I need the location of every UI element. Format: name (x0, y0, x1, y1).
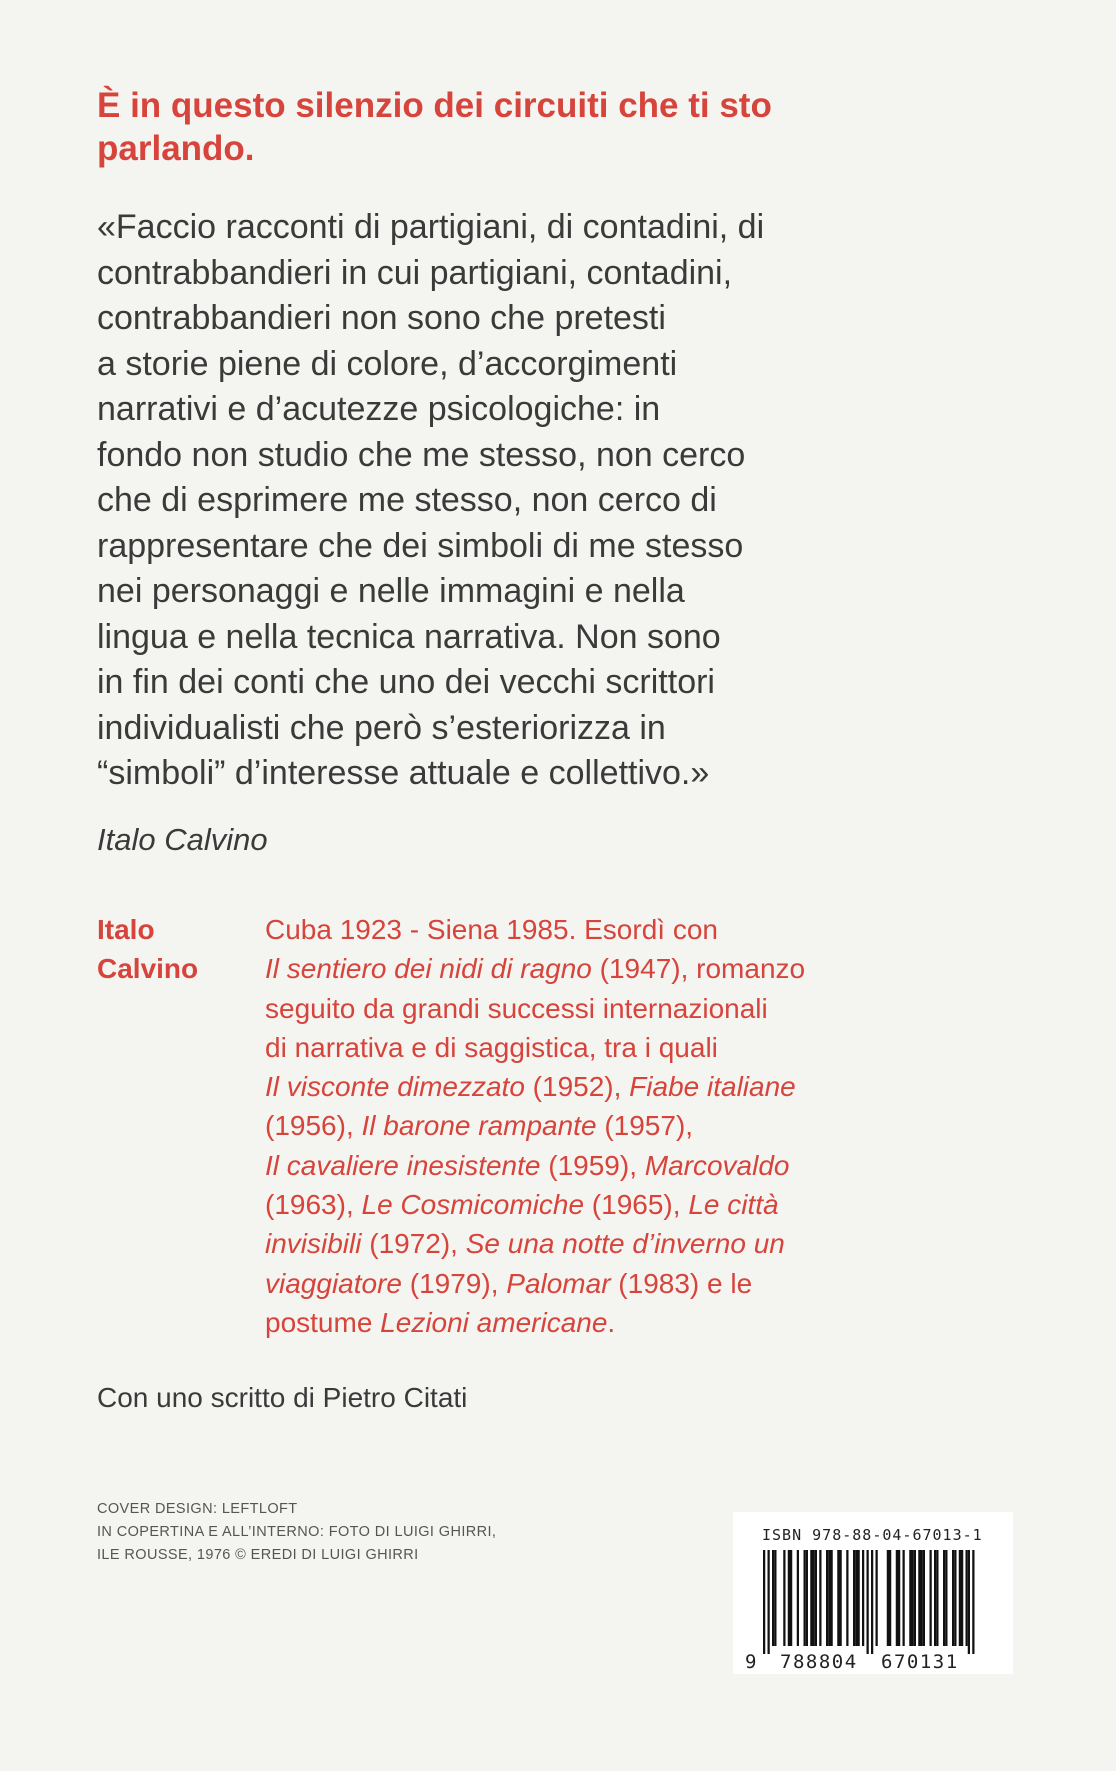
book-title: Se una notte d’inverno un (465, 1228, 785, 1260)
bio-text: di narrativa e di saggistica, tra i quali (265, 1031, 718, 1063)
barcode-bar (819, 1550, 821, 1646)
barcode-bar (862, 1550, 864, 1646)
bio-text: postume (265, 1306, 381, 1338)
bio-text: (1983) e le (610, 1267, 753, 1299)
author-last-name: Calvino (97, 953, 199, 984)
quote-block (97, 205, 1017, 797)
quote-line: lingua e nella tecnica narrativa. Non sono (97, 617, 721, 656)
bio-text: (1972), (361, 1228, 466, 1260)
barcode-bar (783, 1550, 785, 1646)
bio-line (265, 1067, 965, 1106)
barcode-bar (930, 1550, 932, 1646)
barcode-bar (815, 1550, 817, 1646)
barcode-bar (813, 1550, 815, 1646)
bio-line (265, 910, 965, 949)
book-title: Lezioni americane (380, 1306, 608, 1338)
barcode-digit-first: 9 (745, 1651, 757, 1670)
barcode-bar (837, 1550, 839, 1646)
barcode-bar (804, 1550, 806, 1646)
barcode-bar (853, 1550, 855, 1646)
quote-line: a storie piene di colore, d’accorgimenti (97, 344, 678, 383)
bio-line (265, 1146, 965, 1185)
barcode-bar (876, 1550, 878, 1646)
author-first-name: Italo (97, 914, 155, 945)
barcode-bar (909, 1550, 911, 1646)
quote-line: «Faccio racconti di partigiani, di contadini, di (97, 208, 765, 246)
barcode-bar (871, 1550, 873, 1654)
barcode-digits-right: 670131 (881, 1651, 959, 1670)
book-title: Le città (688, 1189, 779, 1221)
barcode-bar (806, 1550, 808, 1646)
barcode-bar (952, 1550, 954, 1646)
barcode-bar (898, 1550, 900, 1646)
quote-line: che di esprimere me stesso, non cerco di (97, 481, 717, 519)
quote-line: fondo non studio che me stesso, non cerco (97, 435, 746, 474)
barcode-bar (923, 1550, 925, 1646)
barcode-digits-left: 788804 (780, 1651, 858, 1670)
book-title: viaggiatore (265, 1267, 402, 1299)
bio-text: (1957), (596, 1110, 694, 1142)
barcode-bar (921, 1550, 923, 1646)
quote-line: “simboli” d’interesse attuale e collettivo.» (97, 754, 710, 792)
bio-line (265, 1185, 965, 1224)
book-title: Il barone rampante (361, 1110, 597, 1142)
book-title: Il sentiero dei nidi di ragno (265, 953, 592, 985)
barcode-bar (858, 1550, 860, 1646)
barcode-bar (846, 1550, 848, 1646)
barcode-bar (831, 1550, 833, 1646)
barcode-bar (943, 1550, 945, 1646)
bio-text: (1956), (265, 1110, 362, 1142)
quote-line: contrabbandieri in cui partigiani, contadini, (97, 253, 733, 292)
barcode-bar (772, 1550, 774, 1646)
bio-text: (1947), romanzo (591, 953, 806, 985)
quote-author: Italo Calvino (97, 822, 268, 857)
barcode-bar (840, 1550, 842, 1646)
quote-line: nei personaggi e nelle immagini e nella (97, 572, 685, 610)
bio-line (265, 1028, 965, 1067)
quote-line: narrativi e d’acutezze psicologiche: in (97, 390, 661, 428)
book-title: Palomar (506, 1267, 611, 1299)
barcode-bar (855, 1550, 857, 1646)
barcode-bar (918, 1550, 920, 1646)
bio-text: (1979), (401, 1267, 507, 1299)
bio-line (265, 949, 965, 988)
quote-line: individualisti che però s’esteriorizza in (97, 708, 666, 747)
bio-line (265, 1224, 965, 1263)
barcode-bar (889, 1550, 891, 1646)
bio-text: seguito da grandi successi internazionali (265, 992, 768, 1024)
bio-text: (1965), (584, 1189, 689, 1221)
barcode-bar (968, 1550, 970, 1654)
bio-line (265, 1106, 965, 1145)
bio-line (265, 989, 965, 1028)
headline-line: parlando. (97, 129, 255, 168)
credit-line: ILE ROUSSE, 1976 © EREDI DI LUIGI GHIRRI (97, 1547, 419, 1563)
barcode-bar (768, 1550, 770, 1654)
bio-line (265, 1303, 965, 1342)
barcode-bar (945, 1550, 947, 1646)
quote-line: contrabbandieri non sono che pretesti (97, 299, 666, 337)
bio-text: (1963), (265, 1189, 362, 1221)
barcode-bar (763, 1550, 765, 1654)
barcode-bar (914, 1550, 916, 1646)
barcode-bar (887, 1550, 889, 1646)
barcode-bar (867, 1550, 869, 1654)
book-title: Il cavaliere inesistente (265, 1149, 541, 1181)
barcode-bar (936, 1550, 938, 1646)
headline (97, 84, 997, 170)
barcode-bar (774, 1550, 776, 1646)
bio-text: (1952), (524, 1071, 630, 1103)
barcode-bars (763, 1550, 975, 1654)
book-title: invisibili (265, 1228, 362, 1260)
barcode-bar (797, 1550, 799, 1646)
author-bio (265, 910, 965, 1342)
credit-line: COVER DESIGN: LEFTLOFT (97, 1501, 298, 1517)
book-title: Fiabe italiane (629, 1071, 796, 1103)
barcode-bar (912, 1550, 914, 1646)
barcode-bar (896, 1550, 898, 1646)
quote-line: rappresentare che dei simboli di me stesso (97, 526, 744, 565)
barcode-bar (972, 1550, 974, 1654)
headline-line: È in questo silenzio dei circuiti che ti sto (97, 86, 772, 125)
barcode-bar (903, 1550, 905, 1646)
book-title: Marcovaldo (644, 1149, 790, 1181)
cover-credits (97, 1498, 496, 1567)
barcode-bar (934, 1550, 936, 1646)
barcode-bar (826, 1550, 828, 1646)
isbn-number: ISBN 978-88-04-67013-1 (762, 1526, 983, 1544)
afterword-note: Con uno scritto di Pietro Citati (97, 1382, 468, 1413)
barcode-bar (788, 1550, 790, 1646)
bio-text: (1959), (540, 1149, 645, 1181)
barcode (745, 1550, 1005, 1670)
quote-line: in fin dei conti che uno dei vecchi scrittori (97, 663, 715, 701)
bio-text: . (607, 1306, 616, 1338)
barcode-bar (966, 1550, 968, 1646)
book-title: Il visconte dimezzato (265, 1071, 525, 1103)
author-name (97, 910, 198, 988)
bio-line (265, 1264, 965, 1303)
book-title: Le Cosmicomiche (361, 1189, 585, 1221)
credit-line: IN COPERTINA E ALL’INTERNO: FOTO DI LUIGI GHIRRI, (97, 1524, 497, 1540)
barcode-bar (959, 1550, 961, 1646)
barcode-bar (810, 1550, 812, 1646)
barcode-bar (954, 1550, 956, 1646)
barcode-bar (961, 1550, 963, 1646)
bio-text: Cuba 1923 - Siena 1985. Esordì con (265, 914, 718, 945)
barcode-bar (828, 1550, 830, 1646)
barcode-bar (790, 1550, 792, 1646)
